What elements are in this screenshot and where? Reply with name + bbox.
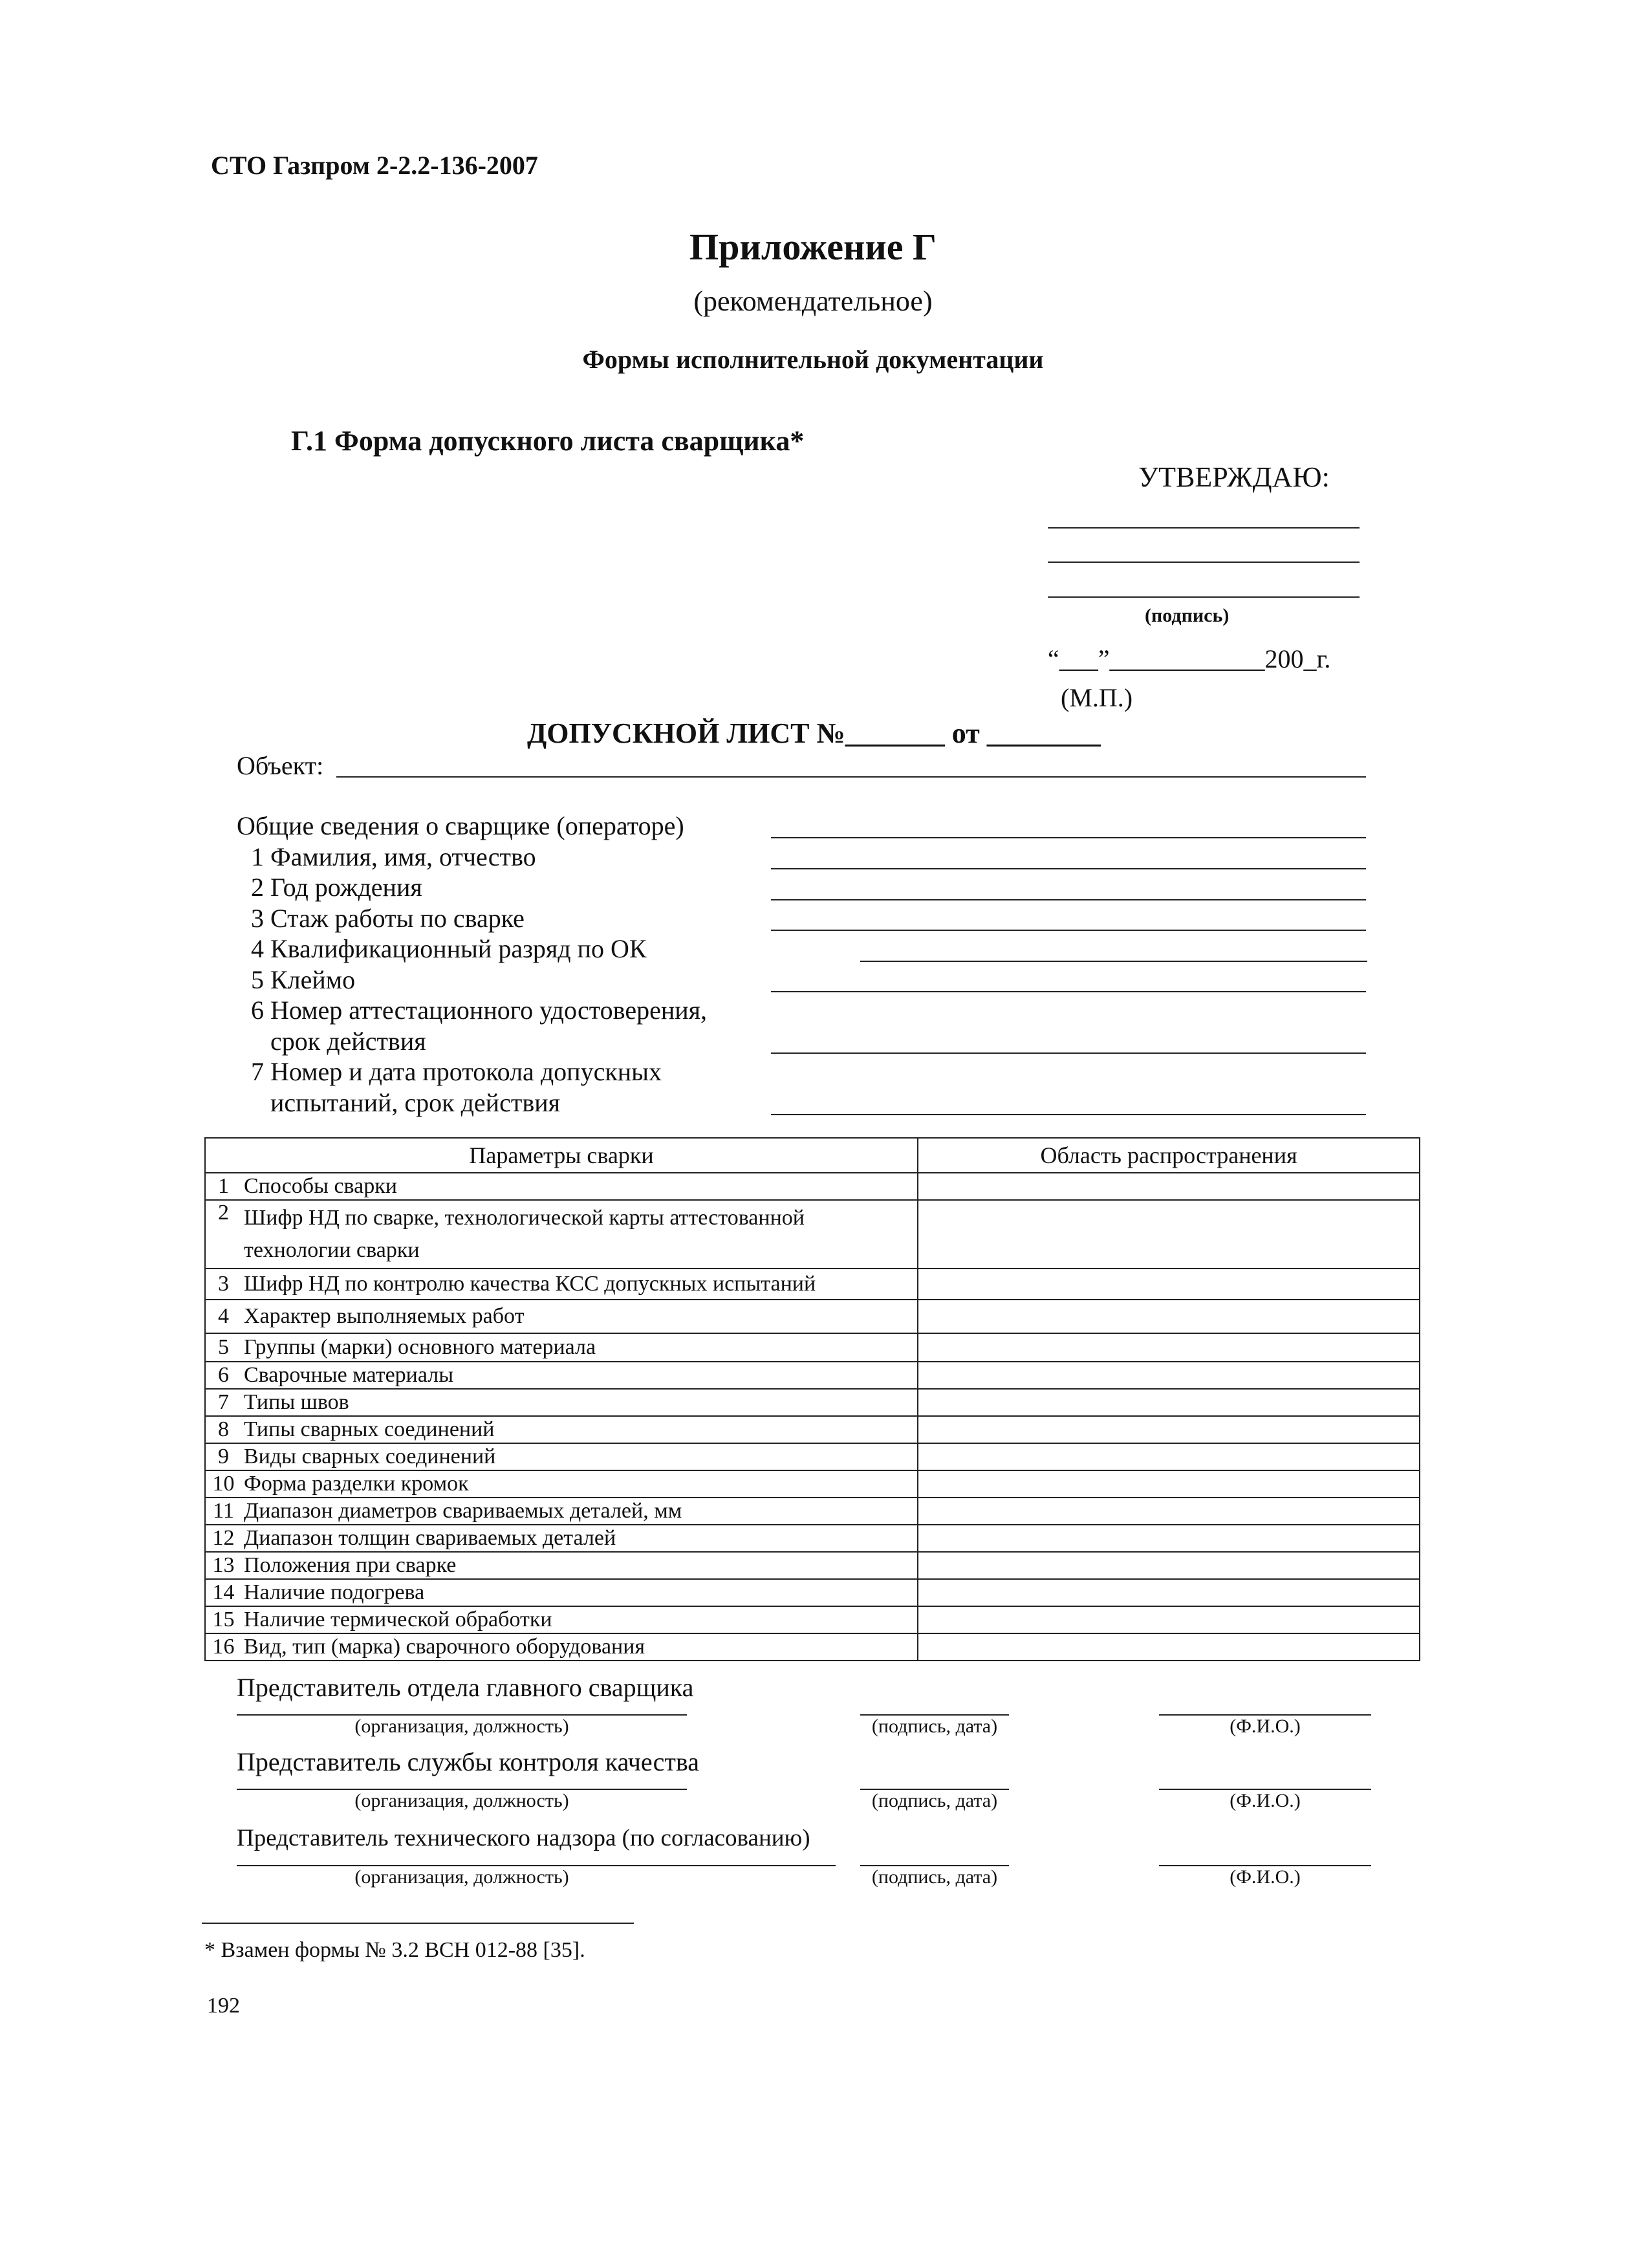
fill-line-5: [771, 991, 1366, 992]
scope-cell[interactable]: [918, 1300, 1420, 1333]
scope-cell[interactable]: [918, 1579, 1420, 1606]
fill-line-4: [860, 961, 1367, 962]
scope-cell[interactable]: [918, 1200, 1420, 1269]
table-row: 6 Сварочные материалы: [205, 1362, 1420, 1389]
footnote-separator: [202, 1923, 634, 1924]
caption-sign-3: (подпись, дата): [871, 1866, 998, 1888]
rep-chief-welder: Представитель отдела главного сварщика: [237, 1673, 694, 1702]
scope-cell[interactable]: [918, 1416, 1420, 1443]
table-row: 12 Диапазон толщин свариваемых деталей: [205, 1525, 1420, 1552]
col-header-scope: Область распространения: [918, 1138, 1420, 1173]
scope-cell[interactable]: [918, 1443, 1420, 1470]
table-row: 8 Типы сварных соединений: [205, 1416, 1420, 1443]
scope-cell[interactable]: [918, 1606, 1420, 1633]
appendix-subtitle: (рекомендательное): [693, 285, 933, 317]
scope-cell[interactable]: [918, 1470, 1420, 1498]
caption-org-3: (организация, должность): [354, 1866, 569, 1888]
table-row: 9 Виды сварных соединений: [205, 1443, 1420, 1470]
welder-item-6-cont: срок действия: [270, 1026, 426, 1056]
approval-line-3: [1048, 596, 1360, 598]
table-row: 14 Наличие подогрева: [205, 1579, 1420, 1606]
scope-cell[interactable]: [918, 1362, 1420, 1389]
caption-sign-1: (подпись, дата): [871, 1716, 998, 1737]
approval-label: УТВЕРЖДАЮ:: [1138, 461, 1330, 493]
caption-name-3: (Ф.И.О.): [1230, 1866, 1301, 1888]
permit-title: ДОПУСКНОЙ ЛИСТ №_______ от ________: [527, 717, 1101, 749]
welder-item-3: 3 Стаж работы по сварке: [251, 903, 525, 933]
rep-quality-control: Представитель службы контроля качества: [237, 1747, 699, 1776]
appendix-heading: Формы исполнительной документации: [582, 345, 1044, 374]
col-header-params: Параметры сварки: [205, 1138, 918, 1173]
scope-cell[interactable]: [918, 1389, 1420, 1416]
scope-cell[interactable]: [918, 1552, 1420, 1579]
fill-line-1: [771, 868, 1366, 869]
caption-name-2: (Ф.И.О.): [1230, 1790, 1301, 1811]
caption-org-1: (организация, должность): [354, 1716, 569, 1737]
welder-info-list: [237, 811, 707, 1118]
fill-line-6: [771, 1052, 1366, 1054]
object-label: Объект:: [237, 751, 324, 780]
approval-line-1: [1048, 527, 1360, 529]
scope-cell[interactable]: [918, 1633, 1420, 1661]
fill-line-7: [771, 1114, 1366, 1115]
welder-item-1: 1 Фамилия, имя, отчество: [251, 842, 536, 871]
footnote: * Взамен формы № 3.2 ВСН 012-88 [35].: [204, 1938, 585, 1962]
section-title: Г.1 Форма допускного листа сварщика*: [291, 425, 805, 457]
table-row: 13 Положения при сварке: [205, 1552, 1420, 1579]
scope-cell[interactable]: [918, 1525, 1420, 1552]
object-line: [336, 776, 1366, 778]
rep-technical-supervision: Представитель технического надзора (по согласованию): [237, 1825, 810, 1851]
table-row: 2 Шифр НД по сварке, технологической карты аттестованной технологии сварки: [205, 1200, 1420, 1269]
approval-date-line: “___”____________200_г.: [1048, 644, 1331, 673]
welder-item-4: 4 Квалификационный разряд по ОК: [251, 934, 647, 963]
welder-item-5: 5 Клеймо: [251, 965, 356, 994]
signature-caption: (подпись): [1145, 605, 1230, 626]
fill-line-heading: [771, 837, 1366, 838]
document-code: СТО Газпром 2-2.2-136-2007: [211, 151, 538, 180]
table-row: 16 Вид, тип (марка) сварочного оборудования: [205, 1633, 1420, 1661]
scope-cell[interactable]: [918, 1333, 1420, 1362]
table-row: 5 Группы (марки) основного материала: [205, 1333, 1420, 1362]
welder-info-heading: Общие сведения о сварщике (операторе): [237, 811, 684, 840]
welder-item-7-cont: испытаний, срок действия: [270, 1087, 561, 1117]
table-row: 15 Наличие термической обработки: [205, 1606, 1420, 1633]
welder-item-7: 7 Номер и дата протокола допускных: [251, 1057, 662, 1086]
scope-cell[interactable]: [918, 1269, 1420, 1300]
stamp-place: (М.П.): [1061, 683, 1133, 712]
approval-line-2: [1048, 562, 1360, 563]
scope-cell[interactable]: [918, 1498, 1420, 1525]
table-row: 4 Характер выполняемых работ: [205, 1300, 1420, 1333]
table-row: 1 Способы сварки: [205, 1173, 1420, 1200]
table-row: 11 Диапазон диаметров свариваемых деталей, мм: [205, 1498, 1420, 1525]
welding-params-table: [204, 1137, 1420, 1661]
caption-org-2: (организация, должность): [354, 1790, 569, 1811]
caption-name-1: (Ф.И.О.): [1230, 1716, 1301, 1737]
welder-item-6: 6 Номер аттестационного удостоверения,: [251, 996, 708, 1025]
caption-sign-2: (подпись, дата): [871, 1790, 998, 1811]
fill-line-3: [771, 930, 1366, 931]
table-row: 10 Форма разделки кромок: [205, 1470, 1420, 1498]
table-row: 3 Шифр НД по контролю качества КСС допускных испытаний: [205, 1269, 1420, 1300]
scope-cell[interactable]: [918, 1173, 1420, 1200]
welder-item-2: 2 Год рождения: [251, 873, 422, 902]
appendix-title: Приложение Г: [689, 226, 937, 268]
table-row: 7 Типы швов: [205, 1389, 1420, 1416]
page-number: 192: [207, 1994, 240, 2018]
fill-line-2: [771, 899, 1366, 900]
